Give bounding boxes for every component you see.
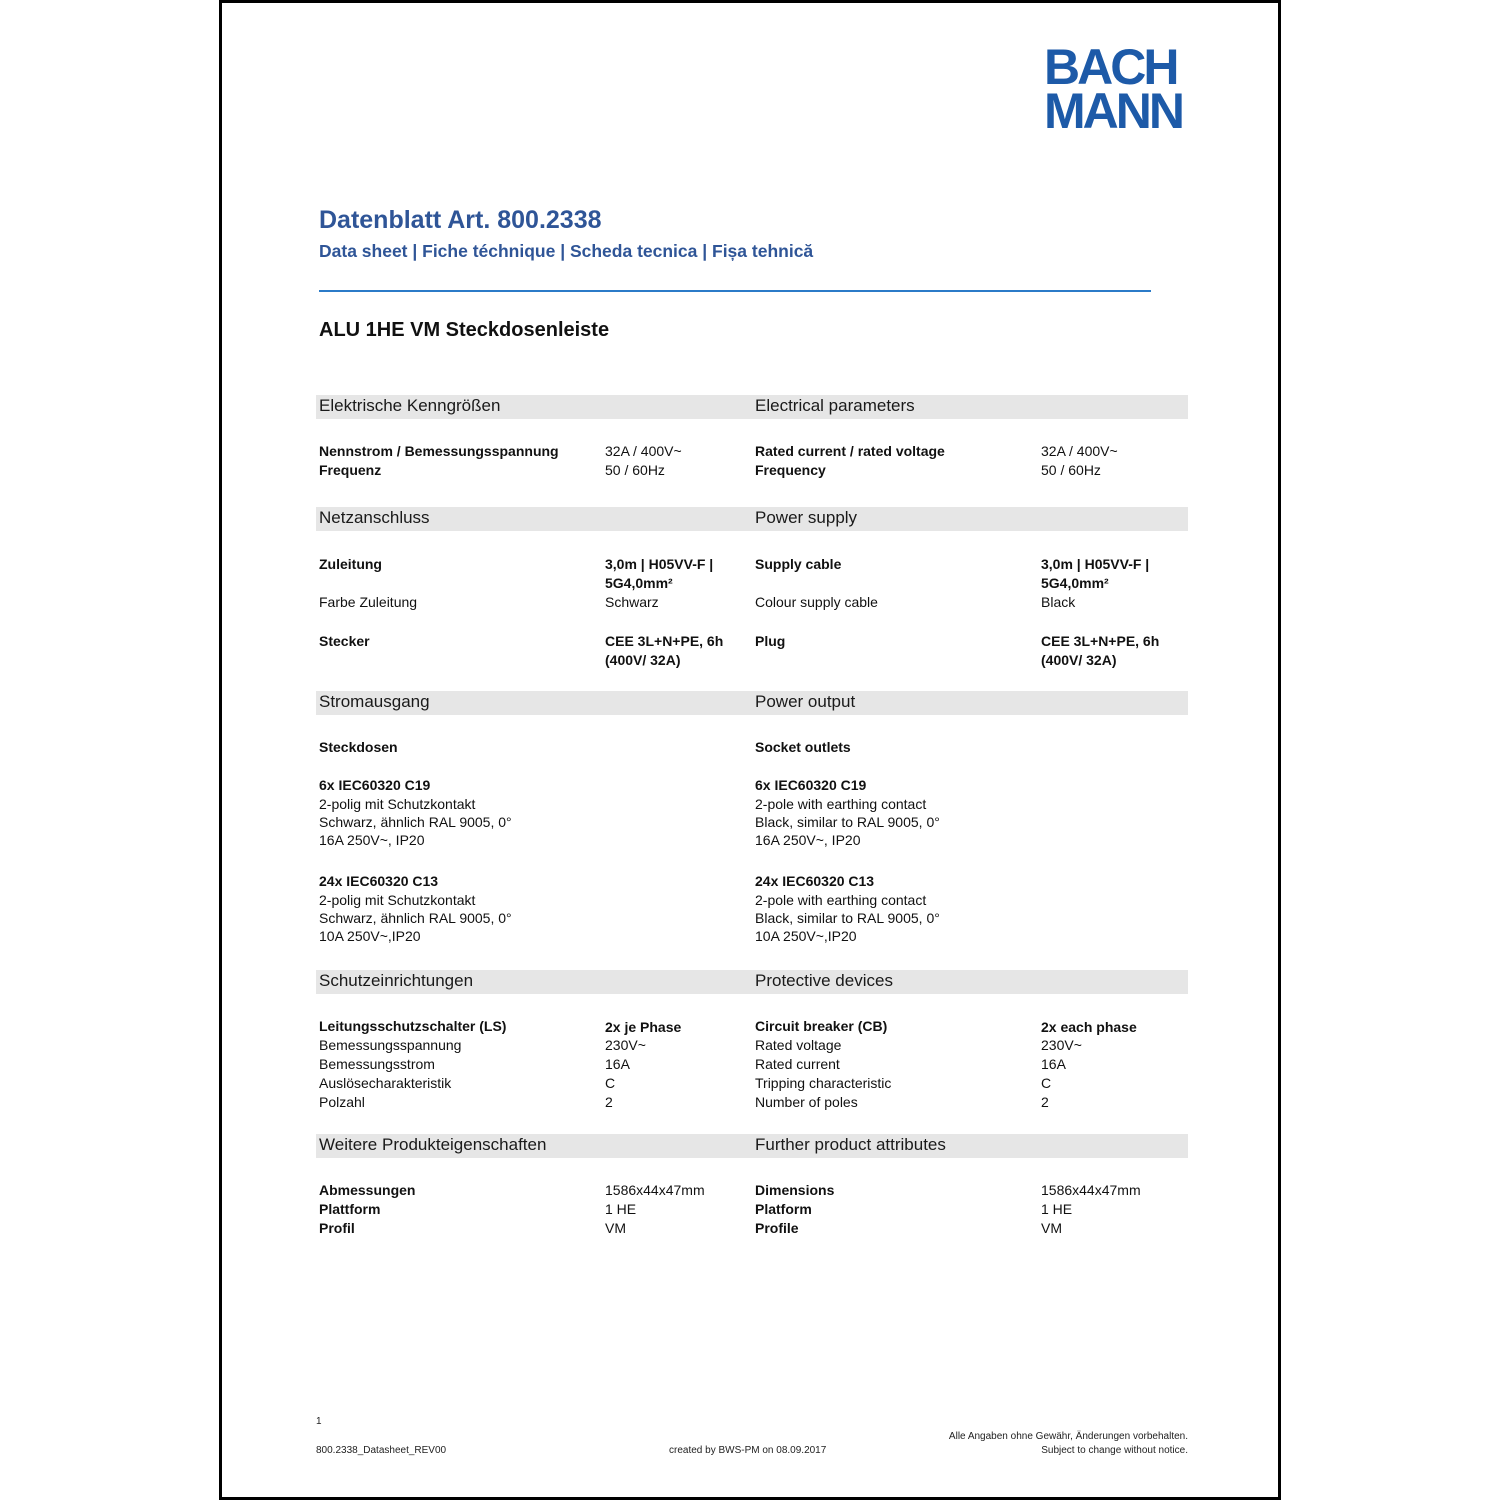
section-title-en: Power output [755, 692, 856, 711]
spec-label: Circuit breaker (CB) [755, 1018, 888, 1034]
disclaimer-en: Subject to change without notice. [1041, 1445, 1188, 1456]
bachmann-logo [1044, 39, 1192, 139]
outlet-detail: 16A 250V~, IP20 [319, 832, 425, 848]
header-divider [319, 290, 1151, 292]
logo-line-2: MANN [1044, 83, 1182, 139]
spec-value: C [605, 1075, 616, 1091]
spec-label: Plug [755, 633, 786, 649]
spec-value: CEE 3L+N+PE, 6h [1041, 633, 1160, 649]
spec-label: Frequenz [319, 462, 382, 478]
spec-value: 50 / 60Hz [605, 462, 665, 478]
page-number: 1 [316, 1416, 322, 1427]
spec-label: Polzahl [319, 1094, 365, 1110]
outlet-group-title: 24x IEC60320 C13 [319, 873, 439, 889]
section-header-further [316, 1134, 1188, 1158]
outlet-detail: Black, similar to RAL 9005, 0° [755, 910, 940, 926]
spec-label: Platform [755, 1201, 812, 1217]
outlet-detail: 2-pole with earthing contact [755, 796, 927, 812]
section-header-electrical [316, 395, 1188, 419]
outlet-group-title: 6x IEC60320 C19 [319, 777, 431, 793]
spec-value: 2 [1041, 1094, 1049, 1110]
spec-value: 50 / 60Hz [1041, 462, 1101, 478]
spec-label: Leitungsschutzschalter (LS) [319, 1018, 507, 1034]
spec-value: Schwarz [605, 594, 659, 610]
spec-value: 2x je Phase [605, 1019, 682, 1035]
section-header-supply [316, 507, 1188, 531]
spec-label: Abmessungen [319, 1182, 416, 1198]
spec-value: 32A / 400V~ [1041, 443, 1118, 459]
product-name: ALU 1HE VM Steckdosenleiste [319, 319, 610, 341]
spec-value: 32A / 400V~ [605, 443, 682, 459]
spec-label: Bemessungsspannung [319, 1037, 462, 1053]
spec-value: 1586x44x47mm [605, 1182, 705, 1198]
spec-label: Rated voltage [755, 1037, 842, 1053]
outlet-detail: 2-polig mit Schutzkontakt [319, 796, 476, 812]
spec-value: 230V~ [605, 1037, 646, 1053]
spec-label: Auslösecharakteristik [319, 1075, 452, 1091]
outlet-detail: Black, similar to RAL 9005, 0° [755, 814, 940, 830]
outlets-heading: Socket outlets [755, 739, 851, 755]
spec-label: Tripping characteristic [755, 1075, 892, 1091]
outlet-group-title: 6x IEC60320 C19 [755, 777, 867, 793]
section-header-output [316, 691, 1188, 715]
spec-label: Nennstrom / Bemessungsspannung [319, 443, 559, 459]
spec-value: C [1041, 1075, 1052, 1091]
outlet-detail: 10A 250V~,IP20 [755, 928, 857, 944]
spec-value: 1 HE [1041, 1201, 1073, 1217]
section-title-en: Power supply [755, 508, 858, 527]
spec-label: Stecker [319, 633, 370, 649]
spec-label: Farbe Zuleitung [319, 594, 418, 610]
logo-line-1: BACH [1044, 39, 1177, 95]
spec-value: (400V/ 32A) [1041, 652, 1117, 668]
spec-label: Number of poles [755, 1094, 858, 1110]
spec-label: Plattform [319, 1201, 381, 1217]
page-title: Datenblatt Art. 800.2338 [319, 206, 602, 234]
spec-label: Dimensions [755, 1182, 835, 1198]
outlet-detail: 2-pole with earthing contact [755, 892, 927, 908]
spec-label: Bemessungsstrom [319, 1056, 435, 1072]
spec-value: 3,0m | H05VV-F | [1041, 556, 1150, 572]
outlet-detail: 10A 250V~,IP20 [319, 928, 421, 944]
spec-value: 5G4,0mm² [1041, 575, 1109, 591]
spec-value: (400V/ 32A) [605, 652, 681, 668]
section-title-en: Protective devices [755, 971, 893, 990]
spec-value: 2 [605, 1094, 613, 1110]
outlet-detail: 16A 250V~, IP20 [755, 832, 861, 848]
spec-value: 16A [1041, 1056, 1066, 1072]
spec-value: 16A [605, 1056, 630, 1072]
spec-value: VM [605, 1220, 626, 1236]
spec-label: Supply cable [755, 556, 842, 572]
section-title-en: Electrical parameters [755, 396, 915, 415]
spec-label: Rated current [755, 1056, 840, 1072]
outlet-detail: 2-polig mit Schutzkontakt [319, 892, 476, 908]
spec-label: Frequency [755, 462, 826, 478]
section-title-en: Further product attributes [755, 1135, 946, 1154]
section-title-de: Netzanschluss [319, 508, 430, 527]
page-subtitle: Data sheet | Fiche téchnique | Scheda tecnica | Fișa tehnică [319, 241, 814, 261]
spec-value: 5G4,0mm² [605, 575, 673, 591]
spec-value: 1586x44x47mm [1041, 1182, 1141, 1198]
spec-value: VM [1041, 1220, 1062, 1236]
section-header-protective [316, 970, 1188, 994]
section-title-de: Weitere Produkteigenschaften [319, 1135, 547, 1154]
spec-label: Colour supply cable [755, 594, 878, 610]
spec-value: CEE 3L+N+PE, 6h [605, 633, 724, 649]
outlets-heading: Steckdosen [319, 739, 398, 755]
section-title-de: Stromausgang [319, 692, 430, 711]
spec-label: Rated current / rated voltage [755, 443, 945, 459]
spec-value: Black [1041, 594, 1076, 610]
spec-value: 3,0m | H05VV-F | [605, 556, 714, 572]
spec-value: 2x each phase [1041, 1019, 1137, 1035]
outlet-group-title: 24x IEC60320 C13 [755, 873, 875, 889]
spec-label: Profil [319, 1220, 355, 1236]
datasheet-page [219, 0, 1281, 1500]
document-id: 800.2338_Datasheet_REV00 [316, 1445, 447, 1456]
spec-value: 1 HE [605, 1201, 637, 1217]
outlet-detail: Schwarz, ähnlich RAL 9005, 0° [319, 910, 512, 926]
spec-value: 230V~ [1041, 1037, 1082, 1053]
disclaimer-de: Alle Angaben ohne Gewähr, Änderungen vorbehalten. [948, 1431, 1188, 1442]
spec-label: Zuleitung [319, 556, 382, 572]
spec-label: Profile [755, 1220, 799, 1236]
section-title-de: Schutzeinrichtungen [319, 971, 474, 990]
outlet-detail: Schwarz, ähnlich RAL 9005, 0° [319, 814, 512, 830]
section-title-de: Elektrische Kenngrößen [319, 396, 501, 415]
created-info: created by BWS-PM on 08.09.2017 [669, 1445, 827, 1456]
